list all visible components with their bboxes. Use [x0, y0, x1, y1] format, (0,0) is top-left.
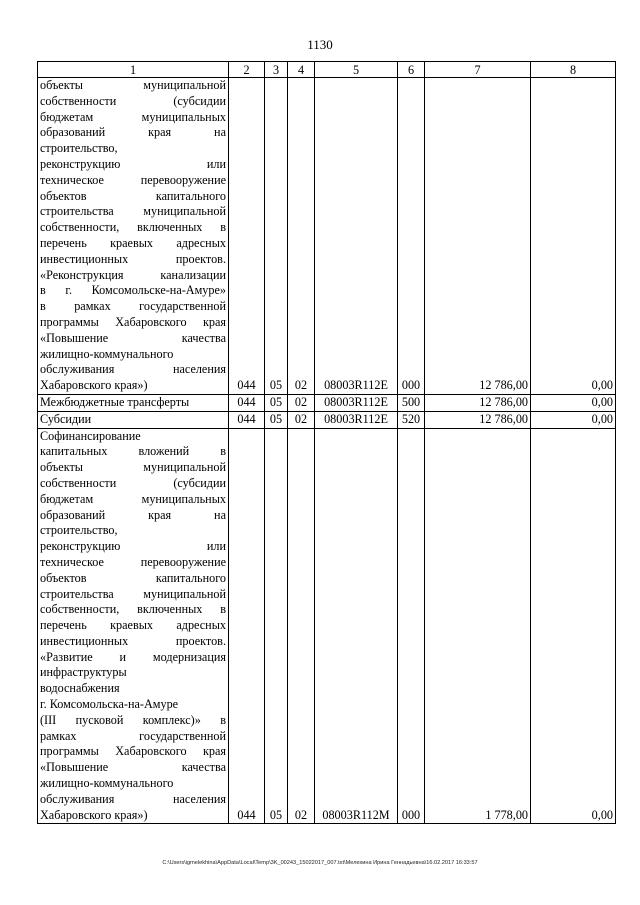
- name-line: строительство,: [40, 523, 118, 538]
- budget-table: [37, 61, 616, 824]
- name-line: «Развитие и модернизация: [40, 649, 226, 664]
- name-line: водоснабжения: [40, 681, 120, 696]
- section-code-cell: 05: [265, 394, 288, 411]
- row-name-cell: [38, 428, 229, 824]
- column-header: 3: [265, 62, 288, 78]
- amount-cell: 1 778,00: [425, 428, 531, 824]
- ministry-code-cell: 044: [229, 78, 265, 395]
- row-name-cell: [38, 78, 229, 395]
- expense-type-cell: 520: [398, 411, 425, 428]
- target-article-cell: 08003R112E: [315, 78, 398, 395]
- table-row: [38, 394, 616, 411]
- name-line: г. Комсомольска-на-Амуре: [40, 697, 179, 712]
- name-line: техническое перевооружение: [40, 172, 226, 187]
- target-article-cell: 08003R112E: [315, 394, 398, 411]
- name-line: объекты муниципальной: [40, 460, 226, 475]
- name-line: собственности (субсидии: [40, 475, 226, 490]
- name-line: объектов капитального: [40, 188, 226, 203]
- amount-cell: 12 786,00: [425, 411, 531, 428]
- ministry-code-cell: 044: [229, 428, 265, 824]
- row-name-cell: [38, 411, 229, 428]
- table-row: [38, 411, 616, 428]
- expense-type-cell: 000: [398, 78, 425, 395]
- name-line: объектов капитального: [40, 570, 226, 585]
- name-line: «Реконструкция канализации: [40, 267, 226, 282]
- name-line: бюджетам муниципальных: [40, 491, 226, 506]
- subsection-code-cell: 02: [288, 428, 315, 824]
- name-line: программы Хабаровского края: [40, 314, 226, 329]
- file-path-footer: C:\Users\igmelekhina\AppData\Local\Temp\3K_00243_15022017_007.txt\Мелехина Ирина Геннадьевна\16.02.2017 16:33:57: [162, 860, 478, 866]
- column-header: 1: [38, 62, 229, 78]
- name-line: бюджетам муниципальных: [40, 109, 226, 124]
- name-line: Субсидии: [40, 411, 92, 426]
- name-line: строительство,: [40, 141, 118, 156]
- table-row: [38, 78, 616, 395]
- column-header: 5: [315, 62, 398, 78]
- expense-type-cell: 000: [398, 428, 425, 824]
- name-line: жилищно-коммунального: [40, 346, 174, 361]
- ministry-code-cell: 044: [229, 411, 265, 428]
- name-line: реконструкцию или: [40, 156, 226, 171]
- section-code-cell: 05: [265, 411, 288, 428]
- name-line: перечень краевых адресных: [40, 618, 226, 633]
- name-line: (III пусковой комплекс)» в: [40, 712, 226, 727]
- amount-cell: 0,00: [531, 394, 616, 411]
- name-line: перечень краевых адресных: [40, 235, 226, 250]
- column-header: 2: [229, 62, 265, 78]
- name-line: обслуживания населения: [40, 362, 226, 377]
- name-line: реконструкцию или: [40, 539, 226, 554]
- name-line: рамках государственной: [40, 728, 226, 743]
- table-row: [38, 428, 616, 824]
- table-header-row: [38, 62, 616, 78]
- subsection-code-cell: 02: [288, 394, 315, 411]
- column-header: 8: [531, 62, 616, 78]
- name-line: инфраструктуры: [40, 665, 127, 680]
- name-line: строительства муниципальной: [40, 204, 226, 219]
- name-line: жилищно-коммунального: [40, 776, 174, 791]
- section-code-cell: 05: [265, 428, 288, 824]
- amount-cell: 0,00: [531, 411, 616, 428]
- target-article-cell: 08003R112E: [315, 411, 398, 428]
- target-article-cell: 08003R112M: [315, 428, 398, 824]
- name-line: собственности, включенных в: [40, 220, 226, 235]
- column-header: 4: [288, 62, 315, 78]
- row-name-cell: [38, 394, 229, 411]
- name-line: инвестиционных проектов.: [40, 251, 226, 266]
- name-line: Межбюджетные трансферты: [40, 394, 190, 409]
- subsection-code-cell: 02: [288, 411, 315, 428]
- page-number: 1130: [307, 37, 333, 52]
- name-line: в рамках государственной: [40, 299, 226, 314]
- subsection-code-cell: 02: [288, 78, 315, 395]
- name-line: инвестиционных проектов.: [40, 633, 226, 648]
- amount-cell: 12 786,00: [425, 394, 531, 411]
- name-line: техническое перевооружение: [40, 554, 226, 569]
- name-line: Хабаровского края»): [40, 807, 148, 822]
- name-line: программы Хабаровского края: [40, 744, 226, 759]
- column-header: 7: [425, 62, 531, 78]
- name-line: объекты муниципальной: [40, 78, 226, 92]
- name-line: образований края на: [40, 507, 226, 522]
- name-line: собственности, включенных в: [40, 602, 226, 617]
- amount-cell: 12 786,00: [425, 78, 531, 395]
- name-line: Хабаровского края»): [40, 378, 148, 393]
- name-line: собственности (субсидии: [40, 93, 226, 108]
- name-line: в г. Комсомольске-на-Амуре»: [40, 283, 226, 298]
- name-line: «Повышение качества: [40, 760, 226, 775]
- ministry-code-cell: 044: [229, 394, 265, 411]
- name-line: Софинансирование: [40, 428, 141, 443]
- name-line: обслуживания населения: [40, 791, 226, 806]
- section-code-cell: 05: [265, 78, 288, 395]
- name-line: «Повышение качества: [40, 330, 226, 345]
- amount-cell: 0,00: [531, 78, 616, 395]
- column-header: 6: [398, 62, 425, 78]
- expense-type-cell: 500: [398, 394, 425, 411]
- name-line: строительства муниципальной: [40, 586, 226, 601]
- amount-cell: 0,00: [531, 428, 616, 824]
- name-line: капитальных вложений в: [40, 444, 226, 459]
- name-line: образований края на: [40, 125, 226, 140]
